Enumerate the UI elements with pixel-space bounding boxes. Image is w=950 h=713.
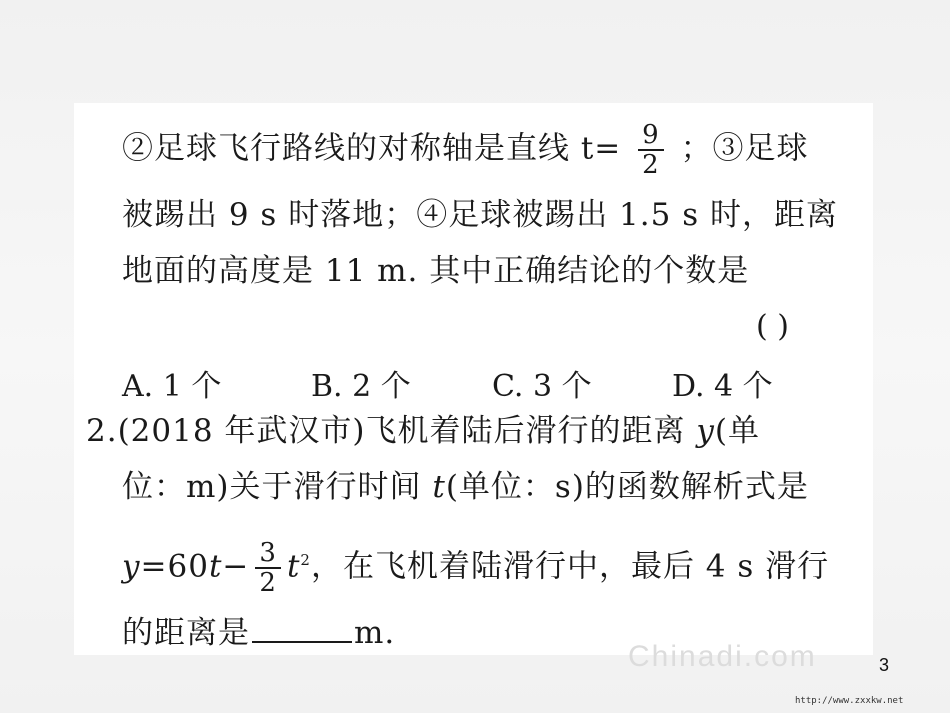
q2-line2-text-b: (单位：s)的函数解析式是 xyxy=(445,469,809,505)
line1-text-a: ②足球飞行路线的对称轴是直线 t= xyxy=(122,130,622,167)
text-line-3 xyxy=(122,251,749,291)
text-line-2 xyxy=(122,195,838,235)
line3-text: 地面的高度是 11 m. 其中正确结论的个数是 xyxy=(122,253,750,289)
q2-var-y: y xyxy=(696,413,715,449)
q2-line4-text-b: m. xyxy=(354,615,396,651)
answer-blank xyxy=(252,615,352,643)
q2-line4-text-a: 的距离是 xyxy=(122,615,250,651)
slide-card xyxy=(74,103,873,655)
option-a: A. 1 个 xyxy=(122,369,222,404)
option-c: C. 3 个 xyxy=(492,369,592,404)
fraction-numerator: 9 xyxy=(642,120,660,150)
option-d: D. 4 个 xyxy=(672,369,773,404)
eq-var-y: y xyxy=(122,548,141,585)
question2-line-1 xyxy=(86,411,760,451)
eq-minus: − xyxy=(222,548,250,585)
fraction-numerator: 3 xyxy=(259,538,277,568)
q2-line3-text: ，在飞机着陆滑行中，最后 4 s 滑行 xyxy=(310,548,830,585)
watermark-logo: Chinadi.com xyxy=(628,640,817,673)
q2-line2-text-a: 位：m)关于滑行时间 xyxy=(122,469,433,505)
option-b: B. 2 个 xyxy=(311,369,411,404)
eq-var-t-squared: t xyxy=(286,548,301,585)
answer-parenthesis: ( ) xyxy=(756,309,789,344)
eq-equals-60: =60 xyxy=(140,548,209,585)
line1-text-b: ；③足球 xyxy=(680,130,809,167)
fraction-denominator: 2 xyxy=(255,567,281,597)
q2-line1-text-b: (单 xyxy=(714,413,760,449)
question2-line-4 xyxy=(122,613,395,653)
site-url: http://www.zxxkw.net xyxy=(795,696,904,706)
fraction-3-over-2 xyxy=(255,539,281,597)
eq-var-t: t xyxy=(208,548,223,585)
eq-exponent: 2 xyxy=(300,551,311,570)
question2-line-3 xyxy=(122,539,829,597)
page-number: 3 xyxy=(879,655,890,675)
q2-line1-text-a: 2.(2018 年武汉市)飞机着陆后滑行的距离 xyxy=(86,413,697,449)
text-line-1 xyxy=(122,121,809,179)
question2-line-2 xyxy=(122,467,809,507)
line2-text: 被踢出 9 s 时落地；④足球被踢出 1.5 s 时，距离 xyxy=(122,197,838,233)
fraction-denominator: 2 xyxy=(638,149,664,179)
fraction-9-over-2 xyxy=(638,121,664,179)
q2-var-t: t xyxy=(432,469,446,505)
